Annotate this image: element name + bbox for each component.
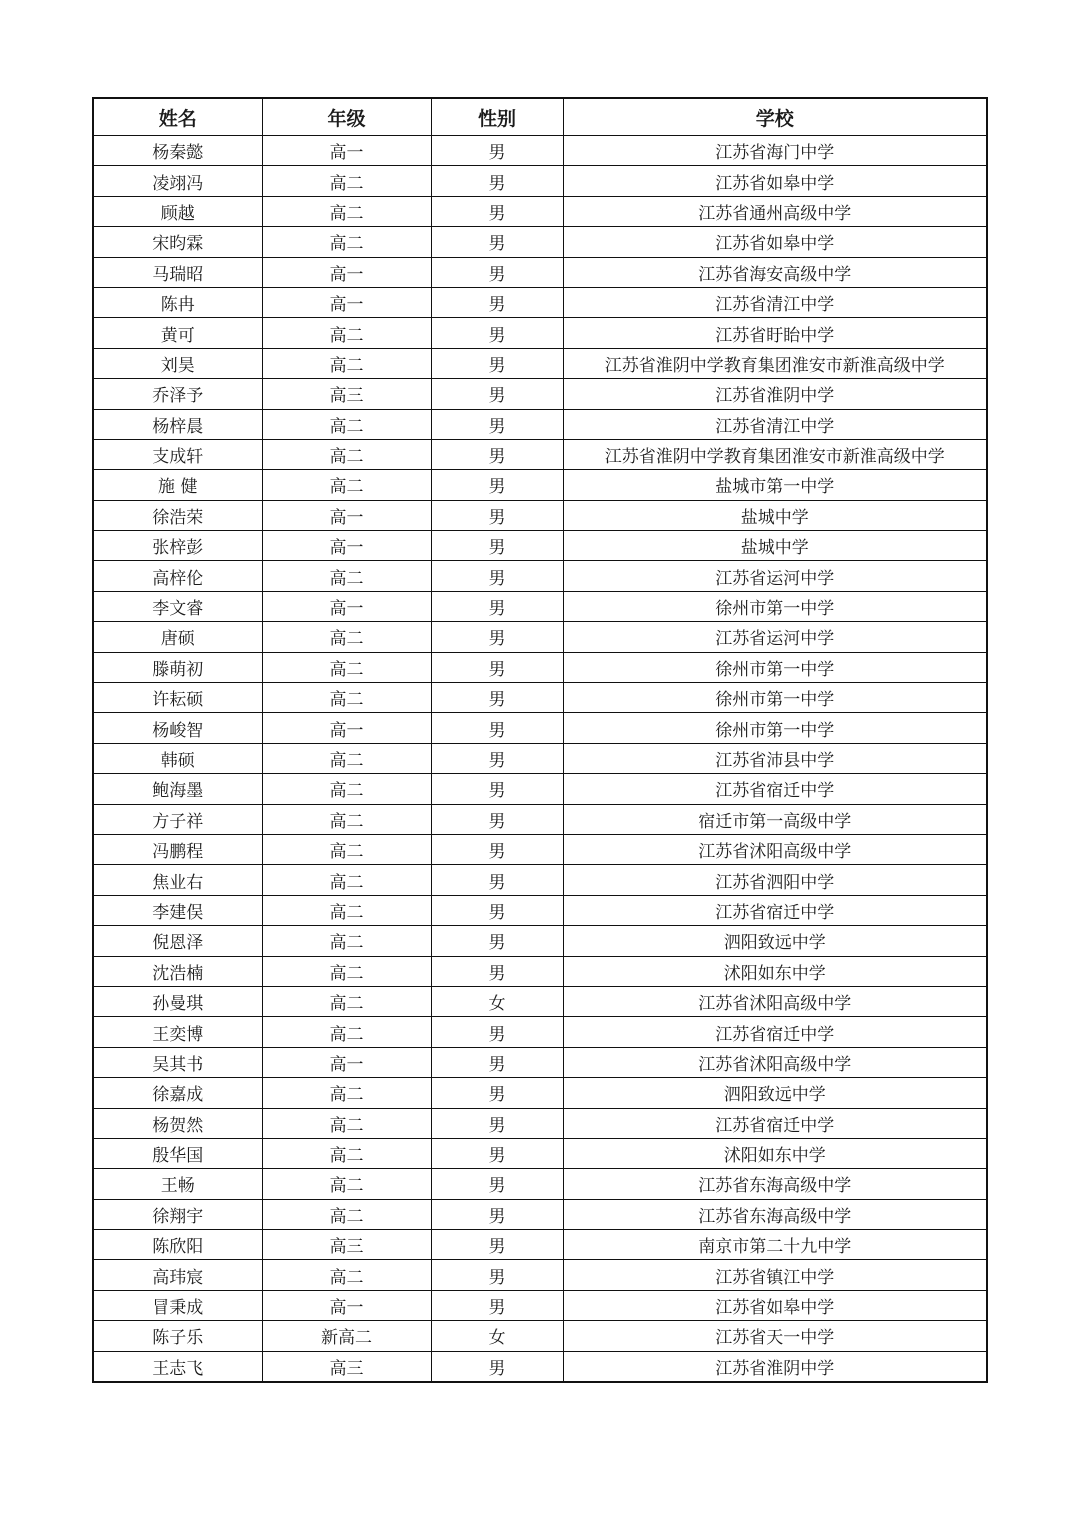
header-school: 学校 — [563, 98, 987, 136]
cell-name: 殷华国 — [93, 1138, 262, 1168]
cell-school: 江苏省淮阴中学教育集团淮安市新淮高级中学 — [563, 348, 987, 378]
table-row — [93, 136, 987, 166]
cell-gender: 男 — [431, 1351, 563, 1382]
cell-school: 江苏省宿迁中学 — [563, 895, 987, 925]
table-row — [93, 986, 987, 1016]
cell-grade: 高三 — [262, 379, 431, 409]
cell-school: 南京市第二十九中学 — [563, 1230, 987, 1260]
table-row — [93, 1108, 987, 1138]
cell-grade: 高二 — [262, 1078, 431, 1108]
cell-gender: 男 — [431, 865, 563, 895]
table-row — [93, 287, 987, 317]
cell-grade: 高二 — [262, 804, 431, 834]
cell-school: 江苏省宿迁中学 — [563, 774, 987, 804]
cell-name: 李建俣 — [93, 895, 262, 925]
cell-grade: 高二 — [262, 348, 431, 378]
table-row — [93, 531, 987, 561]
table-row — [93, 1169, 987, 1199]
cell-name: 杨贺然 — [93, 1108, 262, 1138]
table-row — [93, 1047, 987, 1077]
cell-gender: 女 — [431, 1321, 563, 1351]
cell-gender: 男 — [431, 683, 563, 713]
cell-gender: 男 — [431, 1138, 563, 1168]
cell-name: 顾越 — [93, 196, 262, 226]
cell-gender: 男 — [431, 713, 563, 743]
cell-grade: 高一 — [262, 287, 431, 317]
table-row — [93, 166, 987, 196]
cell-grade: 高一 — [262, 136, 431, 166]
cell-name: 焦业右 — [93, 865, 262, 895]
cell-gender: 男 — [431, 227, 563, 257]
cell-grade: 高二 — [262, 561, 431, 591]
cell-gender: 男 — [431, 531, 563, 561]
cell-name: 陈欣阳 — [93, 1230, 262, 1260]
cell-name: 沈浩楠 — [93, 956, 262, 986]
cell-school: 江苏省清江中学 — [563, 287, 987, 317]
cell-school: 江苏省盱眙中学 — [563, 318, 987, 348]
cell-school: 江苏省镇江中学 — [563, 1260, 987, 1290]
table-row — [93, 1230, 987, 1260]
cell-school: 江苏省沛县中学 — [563, 743, 987, 773]
table-row — [93, 622, 987, 652]
table-row — [93, 834, 987, 864]
cell-school: 江苏省通州高级中学 — [563, 196, 987, 226]
student-roster-table — [92, 97, 988, 1383]
cell-school: 江苏省淮阴中学教育集团淮安市新淮高级中学 — [563, 439, 987, 469]
table-row — [93, 257, 987, 287]
cell-grade: 高二 — [262, 834, 431, 864]
cell-grade: 高一 — [262, 1290, 431, 1320]
cell-school: 沭阳如东中学 — [563, 1138, 987, 1168]
cell-grade: 高二 — [262, 956, 431, 986]
cell-name: 刘昊 — [93, 348, 262, 378]
cell-grade: 高一 — [262, 257, 431, 287]
cell-grade: 高三 — [262, 1351, 431, 1382]
cell-school: 泗阳致远中学 — [563, 1078, 987, 1108]
cell-school: 江苏省泗阳中学 — [563, 865, 987, 895]
cell-gender: 男 — [431, 591, 563, 621]
table-row — [93, 1351, 987, 1382]
cell-name: 冒秉成 — [93, 1290, 262, 1320]
cell-school: 徐州市第一中学 — [563, 652, 987, 682]
cell-gender: 男 — [431, 257, 563, 287]
cell-grade: 高二 — [262, 470, 431, 500]
cell-name: 黄可 — [93, 318, 262, 348]
cell-school: 宿迁市第一高级中学 — [563, 804, 987, 834]
cell-gender: 男 — [431, 804, 563, 834]
cell-grade: 高二 — [262, 652, 431, 682]
cell-gender: 男 — [431, 1230, 563, 1260]
cell-gender: 男 — [431, 1017, 563, 1047]
cell-grade: 高二 — [262, 1169, 431, 1199]
cell-name: 张梓彭 — [93, 531, 262, 561]
cell-gender: 男 — [431, 1047, 563, 1077]
cell-school: 徐州市第一中学 — [563, 683, 987, 713]
cell-grade: 高二 — [262, 865, 431, 895]
cell-school: 江苏省天一中学 — [563, 1321, 987, 1351]
cell-grade: 高一 — [262, 500, 431, 530]
cell-grade: 高二 — [262, 439, 431, 469]
cell-gender: 男 — [431, 956, 563, 986]
cell-gender: 男 — [431, 1260, 563, 1290]
cell-name: 徐嘉成 — [93, 1078, 262, 1108]
cell-grade: 高一 — [262, 1047, 431, 1077]
table-row — [93, 743, 987, 773]
cell-school: 江苏省沭阳高级中学 — [563, 834, 987, 864]
table-row — [93, 1138, 987, 1168]
cell-school: 江苏省东海高级中学 — [563, 1199, 987, 1229]
table-row — [93, 652, 987, 682]
cell-grade: 高二 — [262, 1138, 431, 1168]
cell-name: 高梓伦 — [93, 561, 262, 591]
cell-grade: 高二 — [262, 1199, 431, 1229]
cell-name: 王畅 — [93, 1169, 262, 1199]
cell-grade: 高二 — [262, 166, 431, 196]
cell-name: 徐翔宇 — [93, 1199, 262, 1229]
cell-gender: 男 — [431, 1199, 563, 1229]
table-row — [93, 1078, 987, 1108]
cell-name: 孙曼琪 — [93, 986, 262, 1016]
cell-school: 江苏省宿迁中学 — [563, 1108, 987, 1138]
cell-name: 宋昀霖 — [93, 227, 262, 257]
table-row — [93, 379, 987, 409]
cell-name: 李文睿 — [93, 591, 262, 621]
cell-name: 高玮宸 — [93, 1260, 262, 1290]
cell-school: 盐城中学 — [563, 500, 987, 530]
header-row — [93, 98, 987, 136]
cell-school: 江苏省东海高级中学 — [563, 1169, 987, 1199]
cell-gender: 男 — [431, 926, 563, 956]
cell-grade: 高二 — [262, 926, 431, 956]
cell-school: 徐州市第一中学 — [563, 713, 987, 743]
table-row — [93, 1260, 987, 1290]
header-grade: 年级 — [262, 98, 431, 136]
table-row — [93, 500, 987, 530]
cell-name: 鲍海墨 — [93, 774, 262, 804]
cell-grade: 高二 — [262, 683, 431, 713]
cell-grade: 高二 — [262, 1108, 431, 1138]
header-gender: 性别 — [431, 98, 563, 136]
table-row — [93, 470, 987, 500]
cell-name: 唐硕 — [93, 622, 262, 652]
cell-gender: 男 — [431, 379, 563, 409]
table-header — [93, 98, 987, 136]
cell-gender: 男 — [431, 1108, 563, 1138]
table-row — [93, 895, 987, 925]
table-row — [93, 1321, 987, 1351]
cell-gender: 男 — [431, 622, 563, 652]
table-row — [93, 713, 987, 743]
cell-school: 江苏省海门中学 — [563, 136, 987, 166]
cell-grade: 高二 — [262, 986, 431, 1016]
cell-gender: 男 — [431, 196, 563, 226]
cell-gender: 男 — [431, 652, 563, 682]
cell-gender: 男 — [431, 561, 563, 591]
cell-gender: 男 — [431, 136, 563, 166]
cell-name: 吴其书 — [93, 1047, 262, 1077]
table-row — [93, 683, 987, 713]
table-row — [93, 865, 987, 895]
cell-grade: 高三 — [262, 1230, 431, 1260]
cell-grade: 高一 — [262, 591, 431, 621]
table-row — [93, 956, 987, 986]
cell-grade: 高二 — [262, 1017, 431, 1047]
cell-grade: 高二 — [262, 227, 431, 257]
cell-school: 江苏省沭阳高级中学 — [563, 1047, 987, 1077]
cell-school: 江苏省如皋中学 — [563, 227, 987, 257]
cell-name: 冯鹏程 — [93, 834, 262, 864]
table-row — [93, 591, 987, 621]
cell-school: 盐城中学 — [563, 531, 987, 561]
cell-name: 倪恩泽 — [93, 926, 262, 956]
cell-gender: 男 — [431, 470, 563, 500]
table-row — [93, 439, 987, 469]
table-row — [93, 561, 987, 591]
cell-name: 陈冉 — [93, 287, 262, 317]
cell-name: 乔泽予 — [93, 379, 262, 409]
table-row — [93, 1017, 987, 1047]
cell-gender: 男 — [431, 774, 563, 804]
cell-school: 江苏省如皋中学 — [563, 1290, 987, 1320]
cell-name: 凌翊冯 — [93, 166, 262, 196]
table-row — [93, 318, 987, 348]
cell-gender: 男 — [431, 895, 563, 925]
cell-school: 盐城市第一中学 — [563, 470, 987, 500]
cell-school: 江苏省宿迁中学 — [563, 1017, 987, 1047]
cell-school: 沭阳如东中学 — [563, 956, 987, 986]
cell-name: 施 健 — [93, 470, 262, 500]
table-row — [93, 774, 987, 804]
cell-name: 滕萌初 — [93, 652, 262, 682]
cell-school: 江苏省淮阴中学 — [563, 1351, 987, 1382]
cell-gender: 男 — [431, 500, 563, 530]
cell-grade: 高二 — [262, 409, 431, 439]
cell-name: 许耘硕 — [93, 683, 262, 713]
table-row — [93, 804, 987, 834]
table-row — [93, 348, 987, 378]
cell-grade: 高二 — [262, 318, 431, 348]
table-body — [93, 136, 987, 1383]
cell-grade: 高二 — [262, 774, 431, 804]
cell-gender: 男 — [431, 439, 563, 469]
table-row — [93, 227, 987, 257]
cell-school: 江苏省运河中学 — [563, 561, 987, 591]
cell-name: 马瑞昭 — [93, 257, 262, 287]
cell-name: 徐浩荣 — [93, 500, 262, 530]
cell-school: 江苏省淮阴中学 — [563, 379, 987, 409]
cell-school: 泗阳致远中学 — [563, 926, 987, 956]
table-row — [93, 1199, 987, 1229]
cell-name: 王志飞 — [93, 1351, 262, 1382]
cell-school: 江苏省如皋中学 — [563, 166, 987, 196]
cell-gender: 男 — [431, 166, 563, 196]
cell-gender: 男 — [431, 1169, 563, 1199]
cell-school: 江苏省运河中学 — [563, 622, 987, 652]
cell-name: 王奕博 — [93, 1017, 262, 1047]
table-row — [93, 926, 987, 956]
table-row — [93, 1290, 987, 1320]
cell-gender: 男 — [431, 834, 563, 864]
cell-gender: 男 — [431, 409, 563, 439]
cell-grade: 高一 — [262, 531, 431, 561]
cell-gender: 男 — [431, 348, 563, 378]
cell-gender: 男 — [431, 318, 563, 348]
cell-grade: 高二 — [262, 196, 431, 226]
cell-school: 江苏省沭阳高级中学 — [563, 986, 987, 1016]
cell-name: 杨秦懿 — [93, 136, 262, 166]
table-row — [93, 196, 987, 226]
cell-name: 支成轩 — [93, 439, 262, 469]
cell-gender: 男 — [431, 287, 563, 317]
cell-gender: 男 — [431, 1290, 563, 1320]
cell-grade: 新高二 — [262, 1321, 431, 1351]
table-row — [93, 409, 987, 439]
cell-gender: 男 — [431, 1078, 563, 1108]
cell-grade: 高一 — [262, 713, 431, 743]
cell-name: 韩硕 — [93, 743, 262, 773]
header-name: 姓名 — [93, 98, 262, 136]
cell-name: 方子祥 — [93, 804, 262, 834]
cell-school: 江苏省清江中学 — [563, 409, 987, 439]
cell-name: 杨梓晨 — [93, 409, 262, 439]
cell-grade: 高二 — [262, 743, 431, 773]
cell-grade: 高二 — [262, 1260, 431, 1290]
cell-school: 江苏省海安高级中学 — [563, 257, 987, 287]
cell-gender: 女 — [431, 986, 563, 1016]
cell-grade: 高二 — [262, 895, 431, 925]
cell-name: 陈子乐 — [93, 1321, 262, 1351]
cell-gender: 男 — [431, 743, 563, 773]
cell-name: 杨峻智 — [93, 713, 262, 743]
cell-school: 徐州市第一中学 — [563, 591, 987, 621]
cell-grade: 高二 — [262, 622, 431, 652]
